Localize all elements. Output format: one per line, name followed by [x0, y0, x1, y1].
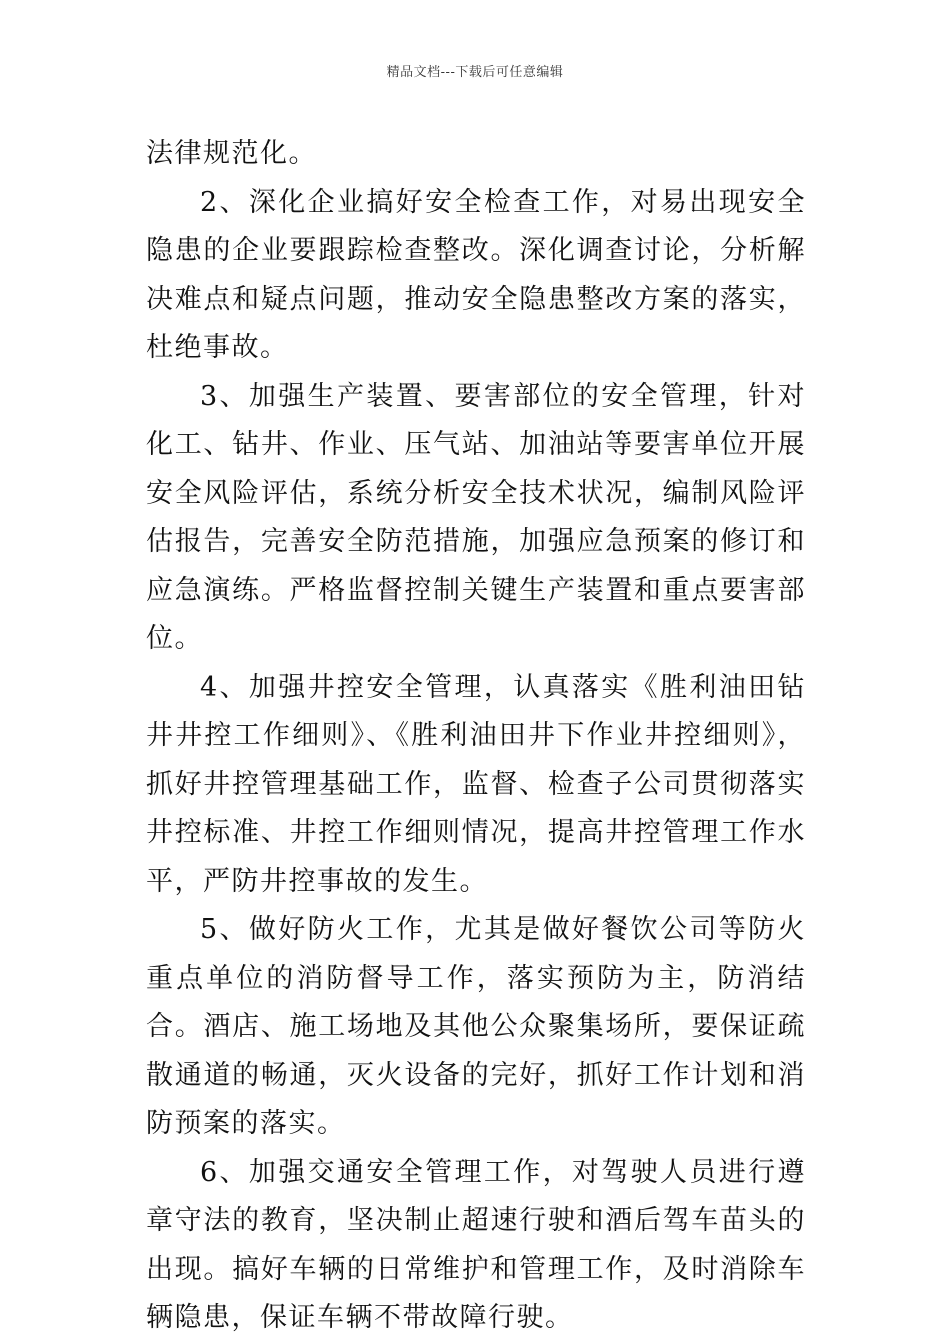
paragraph-item-3: 3、加强生产装置、要害部位的安全管理，针对化工、钻井、作业、压气站、加油站等要害单位开展安全风险评估，系统分析安全技术状况，编制风险评估报告，完善安全防范措施，加强应急预案的修订和应急演练。严格监督控制关键生产装置和重点要害部位。 [146, 380, 806, 654]
document-body [146, 130, 806, 1343]
paragraph-item-2: 2、深化企业搞好安全检查工作，对易出现安全隐患的企业要跟踪检查整改。深化调查讨论，分析解决难点和疑点问题，推动安全隐患整改方案的落实，杜绝事故。 [146, 186, 806, 363]
paragraph-item-6: 6、加强交通安全管理工作，对驾驶人员进行遵章守法的教育，坚决制止超速行驶和酒后驾车苗头的出现。搞好车辆的日常维护和管理工作，及时消除车辆隐患，保证车辆不带故障行驶。 [146, 1156, 806, 1333]
paragraph-item-4: 4、加强井控安全管理，认真落实《胜利油田钻井井控工作细则》、《胜利油田井下作业井控细则》，抓好井控管理基础工作，监督、检查子公司贯彻落实井控标准、井控工作细则情况，提高井控管理工作水平，严防井控事故的发生。 [146, 671, 806, 897]
paragraph-continuation: 法律规范化。 [146, 138, 317, 169]
paragraph-item-5: 5、做好防火工作，尤其是做好餐饮公司等防火重点单位的消防督导工作，落实预防为主，防消结合。酒店、施工场地及其他公众聚集场所，要保证疏散通道的畅通，灭火设备的完好，抓好工作计划和消防预案的落实。 [146, 914, 806, 1139]
page-header: 精品文档---下载后可任意编辑 [386, 65, 564, 80]
